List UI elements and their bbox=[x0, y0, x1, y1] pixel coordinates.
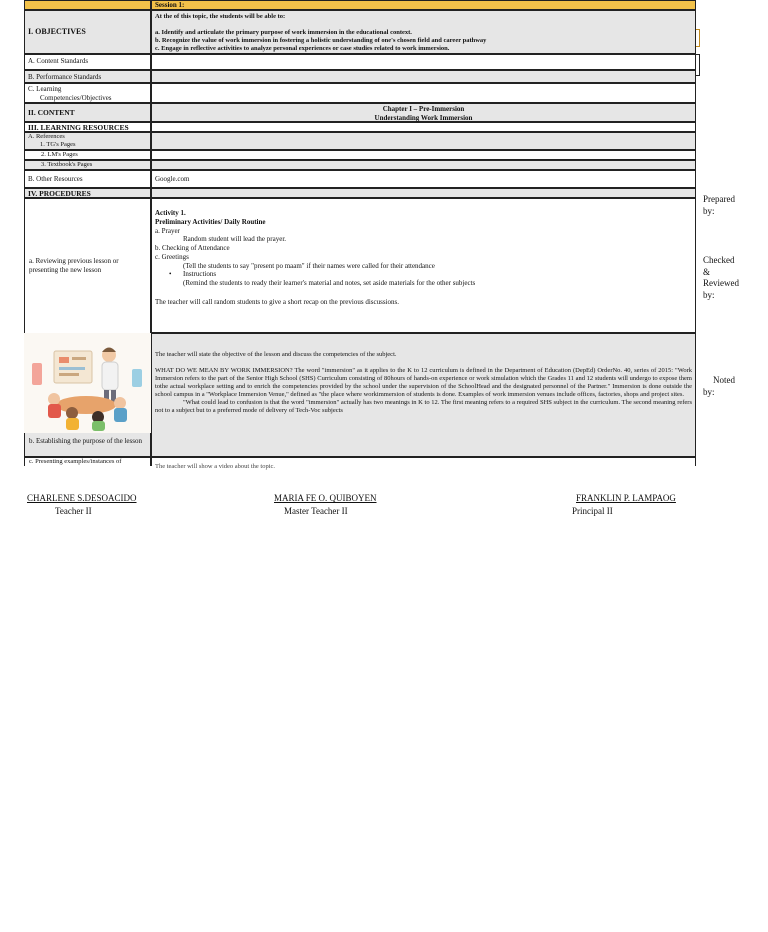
content-label: II. CONTENT bbox=[24, 103, 151, 122]
session-header-blank bbox=[24, 0, 151, 10]
textbook-pages-label: 3. Textbook's Pages bbox=[24, 160, 151, 170]
objectives-body bbox=[151, 10, 696, 54]
recap-text: The teacher will call random students to give a short recap on the previous discussions. bbox=[155, 297, 399, 306]
procedure-c-body bbox=[151, 457, 696, 470]
learning-resources-label: III. LEARNING RESOURCES bbox=[24, 122, 151, 132]
work-immersion-definition: WHAT DO WE MEAN BY WORK IMMERSION? The word "immersion" as it applies to the K to 12 curriculum is defined in the Department of Education (DepEd) OrderNo. 40, series of 2015: "Work Immersion refers to the part of the Senior High School (SHS) Curriculum consisting of 80hours of hands-on experience or work simulation which the Grades 11 and 12 students will undergo to expose them tothe actual workplace setting and to enrich the competencies provided by the school under the supervision of the SchoolHead and the designated personnel of the Partner." Immersion is done outside the school campus in a "Workplace Immersion Venue," defined as "the place where workimmersion of students is done. Examples of work immersion venues include offices, factories, shops and project sites. bbox=[155, 366, 692, 398]
performance-standards-value bbox=[151, 70, 696, 83]
signatory-role: Teacher II bbox=[55, 506, 92, 516]
procedure-c-label: c. Presenting examples/instances of bbox=[24, 457, 151, 466]
chapter-title: Chapter I – Pre-Immersion bbox=[382, 105, 465, 113]
classroom-illustration bbox=[24, 333, 151, 433]
lm-pages-value bbox=[151, 150, 696, 160]
work-immersion-meanings: "What could lead to confusion is that the word "immersion" actually has two meanings in K to 12. The first meaning refers to a required SHS subject in the curriculum. The second meaning refers not to a subject but to a preferred mode of delivery of Tech-Voc subjects bbox=[155, 398, 692, 414]
signatory-name: FRANKLIN P. LAMPAOG bbox=[576, 493, 676, 503]
performance-standards-label: B. Performance Standards bbox=[24, 70, 151, 83]
objective-item: a. Identify and articulate the primary purpose of work immersion in the educational context. bbox=[155, 29, 412, 37]
routine-title: Preliminary Activities/ Daily Routine bbox=[155, 217, 266, 226]
references-label: A. References 1. TG's Pages bbox=[24, 132, 151, 150]
procedure-a-body: Activity 1. Preliminary Activities/ Daily Routine a. Prayer Random student will lead the prayer. b. Checking of Attendance c. Greetings (Tell the students to say "present po maam" if their names were called for their attendance • Instructions (Remind the students to ready their learner's material and notes, set aside materials for the other subjects The teacher will call random students to give a short recap on the previous discussions. bbox=[151, 198, 696, 333]
purpose-objective: The teacher will state the objective of the lesson and discuss the competencies of the subject. bbox=[155, 351, 397, 358]
content-standards-value bbox=[151, 54, 696, 70]
learning-resources-value bbox=[151, 122, 696, 132]
procedure-b-body bbox=[151, 333, 696, 457]
procedure-a-label: a. Reviewing previous lesson or presenting the new lesson bbox=[24, 198, 151, 333]
signatory-role: Master Teacher II bbox=[284, 506, 348, 516]
procedures-value bbox=[151, 188, 696, 198]
objective-item: c. Engage in reflective activities to analyze personal experiences or case studies related to work immersion. bbox=[155, 45, 450, 53]
overlap-mark bbox=[696, 54, 700, 76]
other-resources-label: B. Other Resources bbox=[24, 170, 151, 188]
checked-reviewed-label: Checked & Reviewed by: bbox=[703, 255, 739, 301]
references-value bbox=[151, 132, 696, 150]
textbook-pages-value bbox=[151, 160, 696, 170]
prepared-by-label: Prepared by: bbox=[703, 194, 735, 216]
objective-item: b. Recognize the value of work immersion in fostering a holistic understanding of one's chosen field and career pathway bbox=[155, 37, 487, 45]
objectives-intro: At the of this topic, the students will be able to: bbox=[155, 13, 286, 20]
learning-competencies-value bbox=[151, 83, 696, 103]
other-resources-value: Google.com bbox=[151, 170, 696, 188]
signatory-name: MARIA FE O. QUIBOYEN bbox=[274, 493, 377, 503]
objectives-label: I. OBJECTIVES bbox=[24, 10, 151, 54]
procedures-label: IV. PROCEDURES bbox=[24, 188, 151, 198]
noted-by-label: Noted by: bbox=[703, 375, 735, 397]
chapter-subtitle: Understanding Work Immersion bbox=[374, 113, 473, 122]
procedure-c-partial: The teacher will show a video about the topic. bbox=[155, 463, 276, 470]
signatory-name: CHARLENE S.DESOACIDO bbox=[27, 493, 137, 503]
procedure-b-label: b. Establishing the purpose of the lesson bbox=[24, 433, 151, 457]
content-value bbox=[151, 103, 696, 122]
lm-pages-label: 2. LM's Pages bbox=[24, 150, 151, 160]
activity-title: Activity 1. bbox=[155, 209, 186, 217]
signatory-role: Principal II bbox=[572, 506, 613, 516]
overlap-mark bbox=[696, 29, 700, 47]
learning-competencies-label: C. Learning Competencies/Objectives bbox=[24, 83, 151, 103]
session-header: Session 1: bbox=[151, 0, 696, 10]
content-standards-label: A. Content Standards bbox=[24, 54, 151, 70]
